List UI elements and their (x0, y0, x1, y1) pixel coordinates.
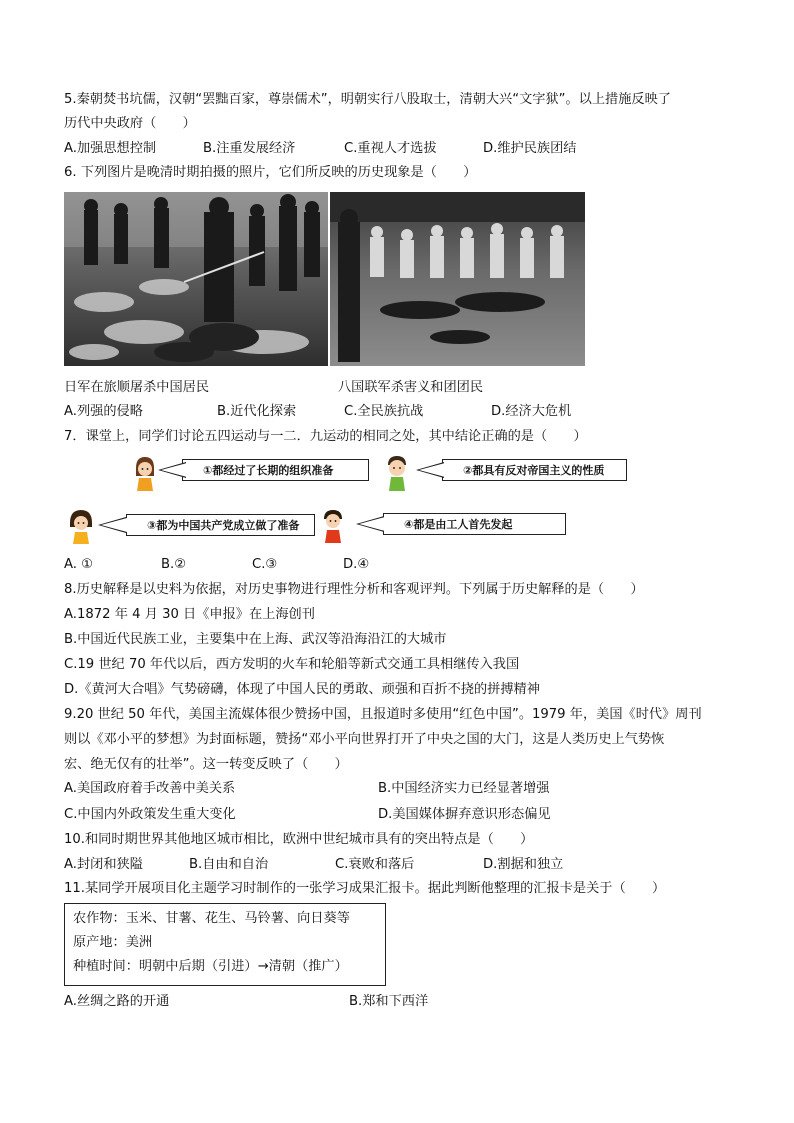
q6-stem: 6. 下列图片是晚清时期拍摄的照片，它们所反映的历史现象是（ ） (64, 165, 477, 180)
q8-option-a: A.1872 年 4 月 30 日《申报》在上海创刊 (64, 607, 315, 622)
q7-option-c: C.③ (252, 557, 278, 572)
q9-stem-line3: 宏、绝无仅有的壮举”。这一转变反映了（ ） (64, 757, 348, 772)
photo-lushun-massacre-image (64, 192, 328, 366)
statement-bubble-4: ④都是由工人首先发起 (383, 513, 566, 535)
q11-option-b: B.郑和下西洋 (349, 994, 429, 1009)
q6-option-c: C.全民族抗战 (344, 404, 424, 419)
student-girl-avatar-1 (133, 456, 157, 492)
q5-stem-line1: 5.秦朝焚书坑儒，汉朝“罢黜百家，尊崇儒术”，明朝实行八股取士，清朝大兴“文字狱”。以上措施反映了 (64, 92, 671, 107)
q9-stem-line2: 则以《邓小平的梦想》为封面标题，赞扬“邓小平向世界打开了中央之国的大门，这是人类历史上气势恢 (64, 732, 665, 747)
photo-lushun-massacre (64, 192, 328, 366)
q5-option-c: C.重视人才选拔 (344, 141, 437, 156)
bubble-pointer-2-fill (419, 463, 445, 477)
q11-option-a: A.丝绸之路的开通 (64, 994, 170, 1009)
student-boy-avatar-1 (384, 454, 410, 492)
q7-option-b: B.② (161, 557, 187, 572)
q10-option-d: D.割据和独立 (483, 857, 564, 872)
bubble-pointer-3-fill (101, 518, 127, 532)
q5-stem-line2: 历代中央政府（ ） (64, 116, 196, 131)
caption-eight-nation-army: 八国联军杀害义和团团民 (338, 380, 484, 395)
q8-stem: 8.历史解释是以史料为依据，对历史事物进行理性分析和客观评判。下列属于历史解释的是（ ） (64, 582, 644, 597)
report-card-crops: 农作物：玉米、甘薯、花生、马铃薯、向日葵等 (73, 911, 350, 926)
q10-option-b: B.自由和自治 (189, 857, 269, 872)
q10-option-a: A.封闭和狭隘 (64, 857, 143, 872)
student-girl-avatar-2 (68, 509, 94, 545)
photo-eight-nation-army-image (330, 192, 585, 366)
q11-stem: 11.某同学开展项目化主题学习时制作的一张学习成果汇报卡。据此判断他整理的汇报卡是关于（ ） (64, 881, 666, 896)
report-card-planting-time: 种植时间：明朝中后期（引进）→清朝（推广） (73, 959, 348, 974)
q7-option-d: D.④ (343, 557, 370, 572)
q7-stem: 7．课堂上，同学们讨论五四运动与一二．九运动的相同之处，其中结论正确的是（ ） (64, 429, 587, 444)
q5-option-d: D.维护民族团结 (483, 141, 577, 156)
q9-stem-line1: 9.20 世纪 50 年代，美国主流媒体很少赞扬中国，且报道时多使用“红色中国”。1979 年，美国《时代》周刊 (64, 707, 702, 722)
q9-option-b: B.中国经济实力已经显著增强 (378, 781, 550, 796)
photo-eight-nation-army (330, 192, 585, 366)
bubble-pointer-4-fill (359, 517, 385, 531)
statement-bubble-3: ③都为中国共产党成立做了准备 (126, 514, 315, 536)
student-boy-avatar-2 (320, 508, 346, 544)
q10-stem: 10.和同时期世界其他地区城市相比，欧洲中世纪城市具有的突出特点是（ ） (64, 832, 534, 847)
q5-option-a: A.加强思想控制 (64, 141, 157, 156)
q9-option-d: D.美国媒体摒弃意识形态偏见 (378, 807, 551, 822)
q9-option-a: A.美国政府着手改善中美关系 (64, 781, 236, 796)
statement-bubble-2: ②都具有反对帝国主义的性质 (442, 459, 627, 481)
q8-option-d: D.《黄河大合唱》气势磅礴，体现了中国人民的勇敢、顽强和百折不挠的拼搏精神 (64, 682, 540, 697)
q8-option-b: B.中国近代民族工业，主要集中在上海、武汉等沿海沿江的大城市 (64, 632, 447, 647)
q8-option-c: C.19 世纪 70 年代以后，西方发明的火车和轮船等新式交通工具相继传入我国 (64, 657, 520, 672)
bubble-pointer-1-fill (161, 463, 187, 477)
caption-lushun-massacre: 日军在旅顺屠杀中国居民 (64, 380, 210, 395)
q7-option-a: A. ① (64, 557, 93, 572)
q6-option-b: B.近代化探索 (217, 404, 297, 419)
q6-option-d: D.经济大危机 (491, 404, 572, 419)
q9-option-c: C.中国内外政策发生重大变化 (64, 807, 236, 822)
q10-option-c: C.衰败和落后 (335, 857, 415, 872)
report-card-origin: 原产地：美洲 (73, 935, 153, 950)
q5-option-b: B.注重发展经济 (203, 141, 296, 156)
q6-option-a: A.列强的侵略 (64, 404, 143, 419)
statement-bubble-1: ①都经过了长期的组织准备 (182, 459, 369, 481)
learning-report-card (64, 903, 386, 986)
